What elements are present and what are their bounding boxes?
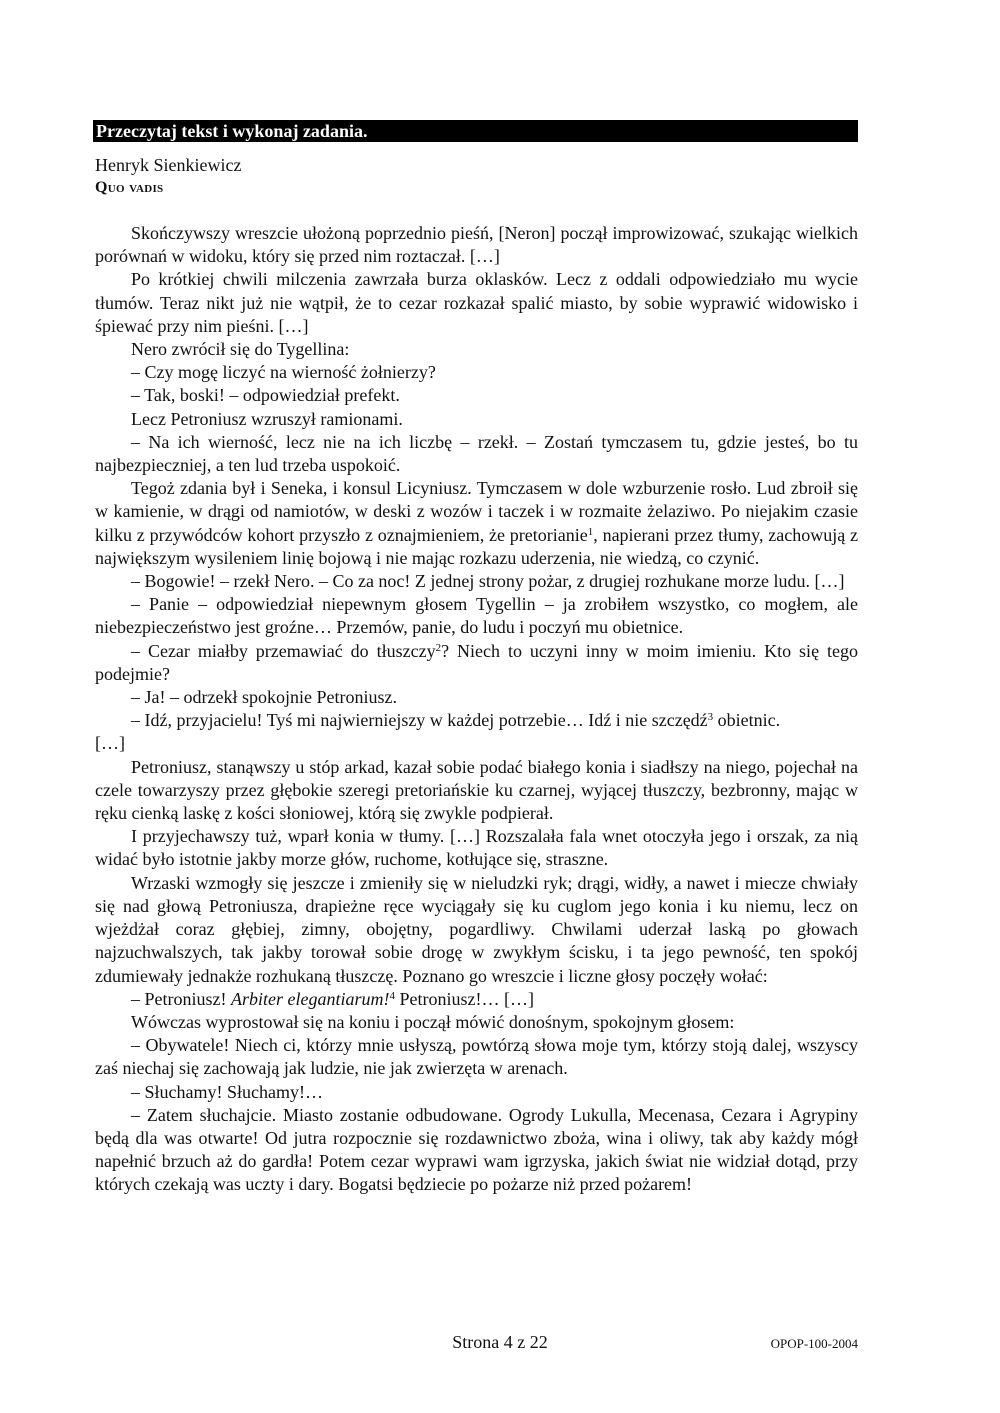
paragraph-text: – Petroniusz! [131, 988, 231, 1009]
paragraph: Wówczas wyprostował się na koniu i począł mówić donośnym, spokojnym głosem: [131, 1011, 735, 1032]
paragraph: – Tak, boski! – odpowiedział prefekt. [131, 385, 400, 406]
paragraph-text: obietnic. [713, 710, 781, 731]
paragraph: – Na ich wierność, lecz nie na ich liczbę – rzekł. – Zostań tymczasem tu, gdzie jesteś, bo tu najbezpieczniej, a ten lud trzeba uspokoić. [95, 431, 858, 476]
paragraph: – Czy mogę liczyć na wierność żołnierzy? [131, 362, 436, 383]
excerpt-text [95, 222, 858, 1197]
paragraph [95, 988, 858, 1011]
paragraph: – Obywatele! Niech ci, którzy mnie usłyszą, powtórzą słowa moje tym, którzy stoją dalej, wszyscy zaś niechaj się zachowają jak ludzie, nie jak zwierzęta w arenach. [95, 1035, 858, 1079]
paragraph [95, 709, 858, 732]
paragraph: Petroniusz, stanąwszy u stóp arkad, kazał sobie podać białego konia i siadłszy na niego, pojechał na czele towarzyszy przez głębokie szeregi pretoriańskie ku czarnej, wyjącej tłuszczy, bezbronny, mając w ręku cienką laskę z kości słoniowej, którą się zwykle podpierał. [95, 756, 858, 824]
paragraph-text: Tegoż zdania był i Seneka, i konsul Licyniusz. Tymczasem w dole wzburzenie rosło. Lud zbroił się w kamienie, w drągi od namiotów, w deski z wozów i taczek i w rozmaite żelaziwo. Po niejakim czasie kilku z przywódców kohort przyszło z oznajmieniem, że pretorianie [95, 478, 858, 545]
paragraph: Skończywszy wreszcie ułożoną poprzednio pieśń, [Neron] począł improwizować, szukając wielkich porównań w widoku, który się przed nim roztaczał. […] [95, 223, 858, 267]
paragraph: Nero zwrócił się do Tygellina: [131, 339, 350, 360]
document-code: OPOP-100-2004 [770, 1336, 858, 1351]
footnote-mark: 2 [435, 641, 442, 654]
work-title: Quo vadis [95, 179, 164, 196]
paragraph: – Bogowie! – rzekł Nero. – Co za noc! Z jednej strony pożar, z drugiej rozhukane morze ludu. […] [131, 571, 845, 592]
latin-phrase: Arbiter elegantiarum! [230, 988, 390, 1009]
paragraph: I przyjechawszy tuż, wparł konia w tłumy. […] Rozszalała fala wnet otoczyła jego i orszak, za nią widać było istotnie jakby morze głów, ruchome, kotłujące się, straszne. [95, 826, 858, 870]
paragraph-text: Petroniusz!… […] [394, 988, 534, 1009]
paragraph: – Słuchamy! Słuchamy!… [131, 1081, 323, 1102]
instruction-header: Przeczytaj tekst i wykonaj zadania. [93, 120, 858, 142]
footnote-mark: 1 [587, 525, 594, 538]
footnote-mark: 3 [707, 711, 714, 724]
paragraph: Lecz Petroniusz wzruszył ramionami. [131, 408, 403, 429]
footnote-mark: 4 [389, 989, 395, 1002]
paragraph-text: – Idź, przyjacielu! Tyś mi najwierniejszy w każdej potrzebie… Idź i nie szczędź [131, 710, 708, 731]
paragraph: Wrzaski wzmogły się jeszcze i zmieniły się w nieludzki ryk; drągi, widły, a nawet i miecze chwiały się nad głową Petroniusza, drapieżne ręce wyciągały się ku cuglom jego konia i ku niemu, lecz on wjeżdżał coraz głębiej, zimny, obojętny, pogardliwy. Chwilami uderzał laską po głowach najzuchwalszych, tak jakby torował sobie drogę w zwykłym ścisku, i ta jego pewność, ten spokój zdumiewały jednakże rozhukaną tłuszczę. Poznano go wreszcie i liczne głosy poczęły wołać: [95, 872, 858, 986]
paragraph: – Panie – odpowiedział niepewnym głosem Tygellin – ja zrobiłem wszystko, co mogłem, ale niebezpieczeństwo jest groźne… Przemów, panie, do ludu i poczyń mu obietnice. [95, 594, 858, 638]
paragraph: […] [95, 733, 125, 754]
paragraph [95, 640, 858, 686]
paragraph-text: , napierani przez tłumy, zachowują z największym wysileniem linię bojową i nie mając rozkazu uderzenia, nie wiedzą, co czynić. [95, 524, 858, 568]
author-name: Henryk Sienkiewicz [95, 155, 242, 175]
paragraph: – Zatem słuchajcie. Miasto zostanie odbudowane. Ogrody Lukulla, Mecenasa, Cezara i Agrypiny będą dla was otwarte! Od jutra rozpocznie się rozdawnictwo zboża, wina i oliwy, tak aby każdy mógł napełnić brzuch aż do gardła! Potem cezar wyprawi wam igrzyska, jakich świat nie widział dotąd, przy których czekają was uczty i dary. Bogatsi będziecie po pożarze niż przed pożarem! [95, 1104, 858, 1195]
paragraph: Po krótkiej chwili milczenia zawrzała burza oklasków. Lecz z oddali odpowiedziało mu wycie tłumów. Teraz nikt już nie wątpił, że to cezar rozkazał spalić miasto, by sobie wyprawić widowisko i śpiewać przy nim pieśni. […] [95, 269, 858, 336]
paragraph [95, 477, 858, 570]
paragraph: – Ja! – odrzekł spokojnie Petroniusz. [131, 687, 397, 708]
page-number: Strona 4 z 22 [452, 1332, 548, 1352]
paragraph-text: ? Niech to uczyni inny w moim imieniu. Kto się tego podejmie? [95, 640, 858, 684]
paragraph-text: – Cezar miałby przemawiać do tłuszczy [131, 640, 436, 661]
